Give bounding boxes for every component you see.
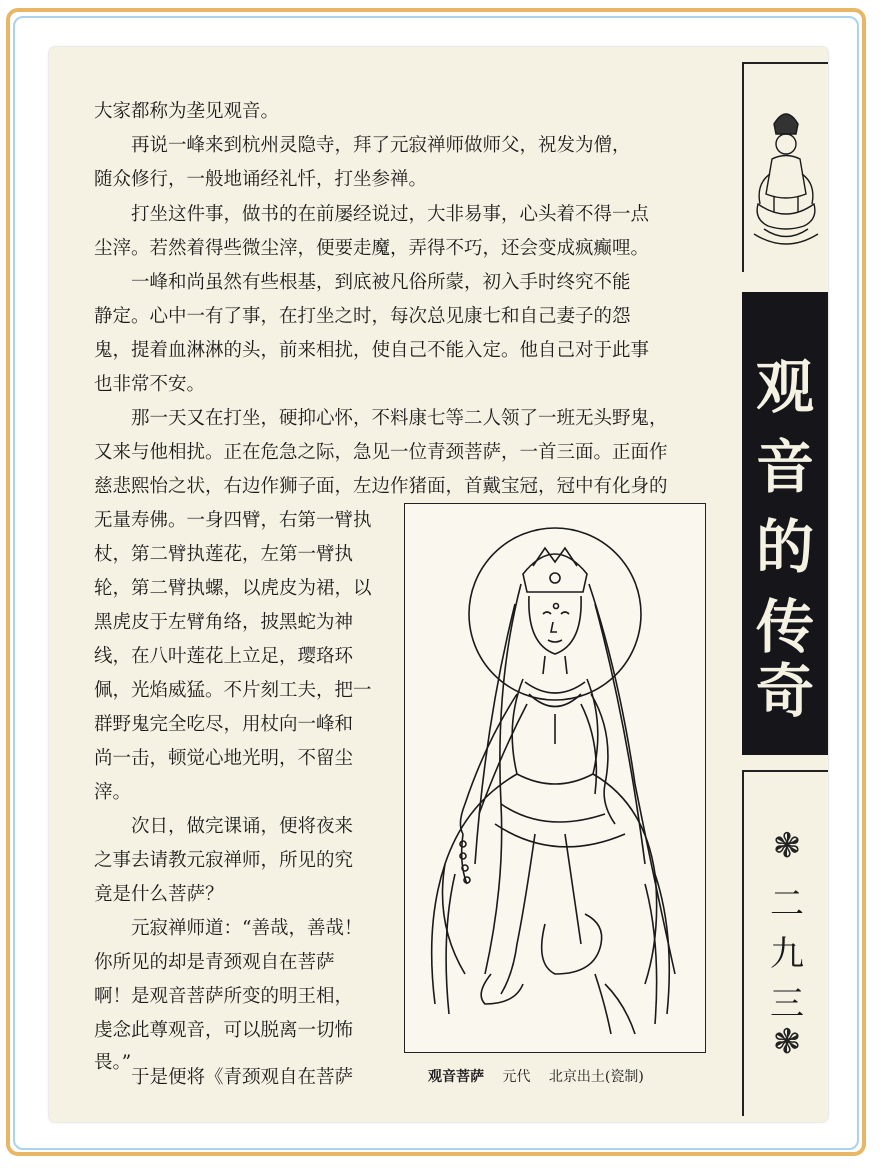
title-char: 观: [755, 353, 814, 421]
text-line: 元寂禅师道：“善哉，善哉！: [94, 918, 363, 939]
text-line: 竟是什么菩萨？: [94, 884, 224, 905]
page-number-box: [742, 770, 828, 1116]
text-line: 也非常不安。: [94, 374, 206, 395]
text-line: 畏。”: [94, 1052, 132, 1073]
text-line: 静定。心中一有了事，在打坐之时，每次总见康七和自己妻子的怨: [94, 306, 631, 327]
text-line: 再说一峰来到杭州灵隐寺，拜了元寂禅师做师父，祝发为僧，: [94, 135, 631, 156]
text-line: 随众修行，一般地诵经礼忏，打坐参禅。: [94, 169, 428, 190]
text-line: 打坐这件事，做书的在前屡经说过，大非易事，心头着不得一点: [94, 204, 650, 225]
page-number-char: 二: [770, 884, 804, 924]
text-line: 那一天又在打坐，硬抑心怀，不料康七等二人领了一班无头野鬼，: [94, 408, 668, 429]
bodhisattva-illustration: [404, 503, 706, 1053]
guanyin-figure-drawing: [405, 504, 704, 1051]
text-line: 次日，做完课诵，便将夜来: [94, 816, 354, 837]
text-line: 又来与他相扰。正在危急之际，急见一位青颈菩萨，一首三面。正面作: [94, 442, 668, 463]
page-number-char: 九: [770, 934, 804, 974]
text-line: 一峰和尚虽然有些根基，到底被凡俗所蒙，初入手时终究不能: [94, 272, 631, 293]
text-line: 之事去请教元寂禅师，所见的究: [94, 850, 354, 871]
text-line: 群野鬼完全吃尽，用杖向一峰和: [94, 714, 354, 735]
caption-origin: 北京出土(瓷制): [548, 1069, 644, 1085]
text-line: 慈悲熙怡之状，右边作狮子面，左边作猪面，首戴宝冠，冠中有化身的: [94, 476, 668, 497]
text-line: 黑虎皮于左臂角络，披黑蛇为神: [94, 612, 354, 633]
flower-ornament-icon: ❃: [772, 826, 802, 866]
text-line: 鬼，提着血淋淋的头，前来相扰，使自己不能入定。他自己对于此事: [94, 340, 650, 361]
flower-ornament-icon: ❃: [772, 1022, 802, 1062]
book-title-bar: [742, 292, 828, 755]
text-line: 滓。: [94, 782, 132, 803]
text-line: 佩，光焰威猛。不片刻工夫，把一: [94, 680, 372, 701]
title-char: 传: [755, 593, 814, 661]
side-emblem-box: [742, 62, 828, 272]
title-char: 奇: [755, 657, 814, 725]
illustration-caption: [428, 1066, 658, 1086]
page-number-char: 三: [770, 984, 804, 1024]
text-line: 大家都称为垄见观音。: [94, 101, 280, 122]
text-line: 杖，第二臂执莲花，左第一臂执: [94, 544, 354, 565]
caption-name: 观音菩萨: [428, 1069, 484, 1085]
text-line: 啊！是观音菩萨所变的明王相，: [94, 986, 354, 1007]
text-line: 虔念此尊观音，可以脱离一切怖: [94, 1020, 354, 1041]
text-line: 无量寿佛。一身四臂，右第一臂执: [94, 510, 372, 531]
text-line: 轮，第二臂执螺，以虎皮为裙，以: [94, 578, 372, 599]
text-line: 你所见的却是青颈观自在菩萨: [94, 952, 335, 973]
caption-dynasty: 元代: [502, 1069, 531, 1085]
text-line: 尚一击，顿觉心地光明，不留尘: [94, 748, 354, 769]
text-line: 线，在八叶莲花上立足，璎珞环: [94, 646, 354, 667]
text-line: 于是便将《青颈观自在菩萨: [94, 1067, 354, 1088]
bodhisattva-emblem-icon: [744, 104, 828, 274]
title-char: 的: [755, 513, 814, 581]
text-line: 尘滓。若然着得些微尘滓，便要走魔，弄得不巧，还会变成疯癫哩。: [94, 238, 650, 259]
title-char: 音: [755, 433, 814, 501]
